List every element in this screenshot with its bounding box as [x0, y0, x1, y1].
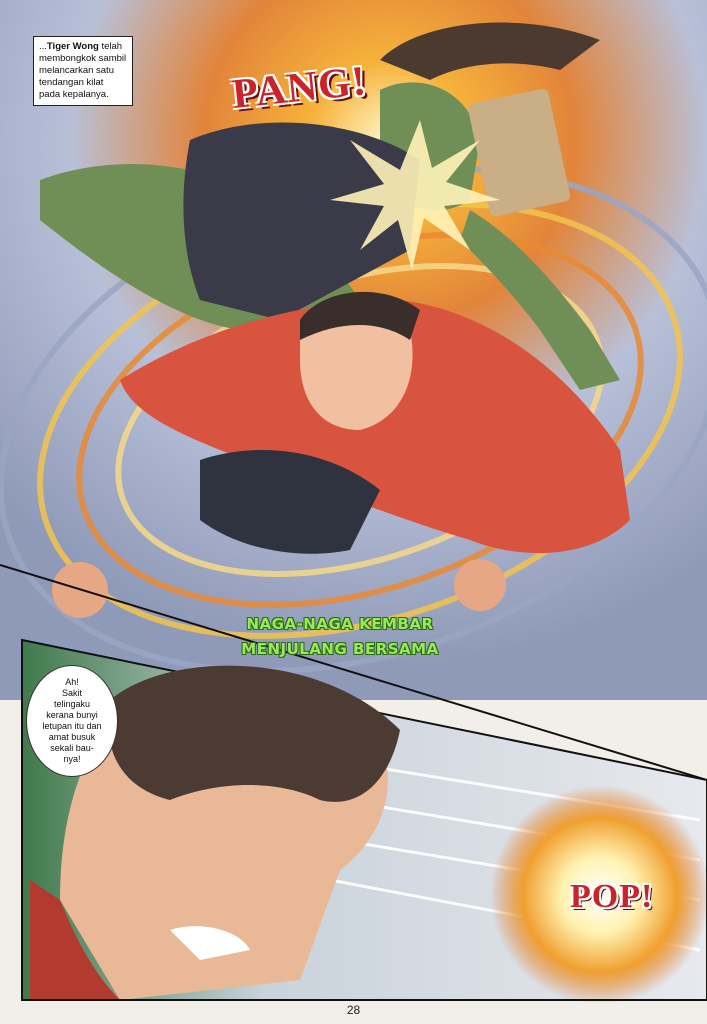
page-number: 28: [346, 1003, 361, 1017]
speech-line: nya!: [63, 754, 81, 764]
caption-name: Tiger Wong: [46, 41, 99, 52]
speech-line: telingaku: [53, 699, 91, 709]
move-name-line-1: NAGA-NAGA KEMBAR: [246, 615, 434, 633]
sfx-pang: PANG!: [229, 58, 369, 118]
speech-line: kerana bunyi: [46, 710, 98, 720]
speech-line: Sakit: [61, 688, 82, 698]
speech-bubble: [26, 665, 118, 777]
speech-line: Ah!: [65, 677, 79, 687]
sfx-pop: POP!: [570, 878, 654, 915]
caption-text: telah membongkok sambil melancarkan satu tendangan kilat pada kepalanya.: [39, 41, 127, 100]
move-name-line-2: MENJULANG BERSAMA: [241, 640, 439, 658]
speech-line: letupan itu dan: [42, 721, 102, 731]
speech-line: sekali bau-: [50, 743, 94, 753]
caption-ellipsis: ...: [39, 41, 47, 52]
speech-line: amat busuk: [48, 732, 96, 742]
narration-caption: [33, 36, 133, 106]
